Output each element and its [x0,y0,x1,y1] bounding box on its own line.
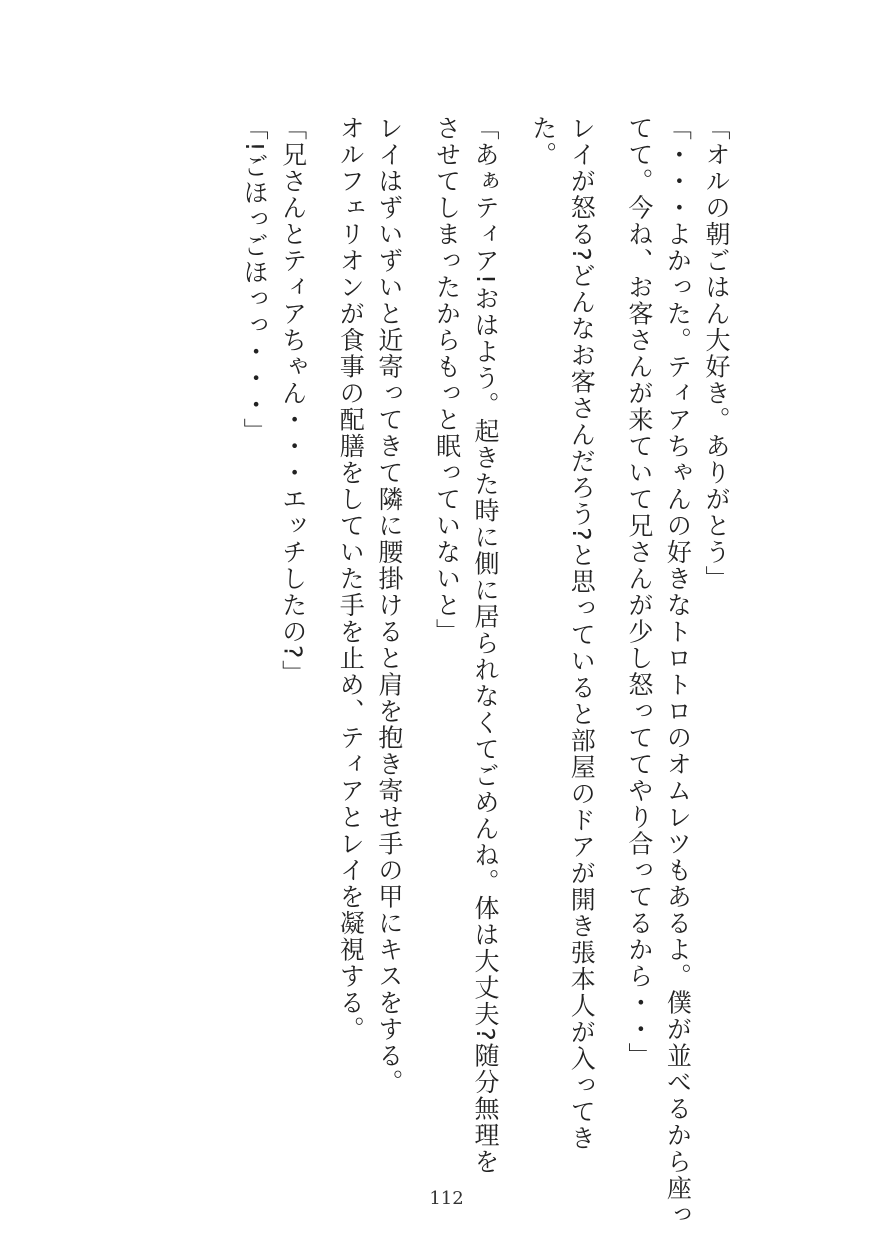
text-line-6: 「あぁティア!おはよう。起きた時に側に居られなくてごめんね。体は大丈夫?随分無理を [471,115,501,1175]
text-line-3: てて。今ね、お客さんが来ていて兄さんが少し怒っててやり合ってるから・・」 [624,115,654,1069]
text-line-11: 「!ごほっごほっっ・・・」 [240,115,270,445]
text-line-9: オルフェリオンが食事の配膳をしていた手を止め、ティアとレイを凝視する。 [336,115,366,1043]
text-line-5: た。 [528,115,558,168]
paragraph-gap [504,115,523,1175]
text-line-4: レイが怒る?どんなお客さんだろう?と思っていると部屋のドアが開き張本人が入ってき [567,115,597,1152]
paragraph-gap [600,115,619,1175]
text-line-8: レイはずいずいと近寄ってきて隣に腰掛けると肩を抱き寄せ手の甲にキスをする。 [374,115,404,1096]
text-line-2: 「・・・よかった。ティアちゃんの好きなトロトロのオムレツもあるよ。僕が並べるから座っ [663,115,693,1228]
text-line-1: 「オルの朝ごはん大好き。ありがとう」 [702,115,731,592]
paragraph-gap [408,115,427,1175]
page-number: 112 [429,1188,464,1209]
paragraph-gap [312,115,331,1175]
text-line-10: 「兄さんとティアちゃん・・・エッチしたの?」 [278,115,308,687]
text-line-7: させてしまったからもっと眠っていないと」 [432,115,462,645]
